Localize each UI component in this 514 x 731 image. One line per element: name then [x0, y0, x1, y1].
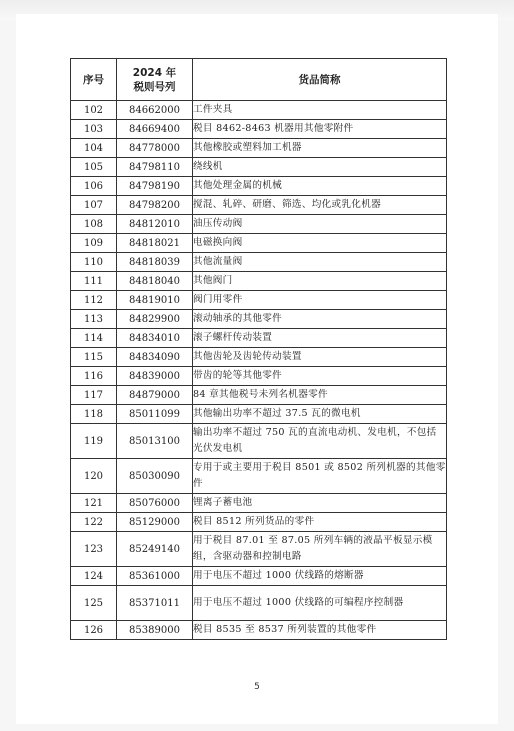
row-serial: 117: [71, 386, 117, 405]
row-serial: 122: [71, 513, 117, 532]
row-tariff-code: 84834010: [117, 329, 193, 348]
row-goods-name: 滚动轴承的其他零件: [193, 310, 447, 329]
table-row: [71, 291, 447, 310]
table-row: [71, 329, 447, 348]
row-goods-name: 油压传动阀: [193, 215, 447, 234]
row-serial: 115: [71, 348, 117, 367]
header-tariff-code-line1: 2024 年: [132, 66, 177, 79]
row-serial: 108: [71, 215, 117, 234]
row-tariff-code: 85371011: [117, 586, 193, 621]
row-tariff-code: 84818039: [117, 253, 193, 272]
row-tariff-code: 84778000: [117, 139, 193, 158]
table-row: [71, 234, 447, 253]
row-serial: 119: [71, 424, 117, 459]
row-tariff-code: 85249140: [117, 532, 193, 567]
row-tariff-code: 85129000: [117, 513, 193, 532]
row-goods-name: 电磁换向阀: [193, 234, 447, 253]
row-tariff-code: 84834090: [117, 348, 193, 367]
table-header-row: [71, 59, 447, 101]
row-serial: 102: [71, 101, 117, 120]
row-serial: 111: [71, 272, 117, 291]
row-goods-name: 阀门用零件: [193, 291, 447, 310]
row-serial: 125: [71, 586, 117, 621]
row-goods-name: 滚子螺杆传动装置: [193, 329, 447, 348]
row-tariff-code: 85011099: [117, 405, 193, 424]
table-row: [71, 120, 447, 139]
row-tariff-code: 84829900: [117, 310, 193, 329]
table-row: [71, 253, 447, 272]
row-serial: 103: [71, 120, 117, 139]
row-goods-name: 其他输出功率不超过 37.5 瓦的微电机: [193, 405, 447, 424]
table-row: [71, 139, 447, 158]
row-goods-name: 工件夹具: [193, 101, 447, 120]
table-row: [71, 101, 447, 120]
row-tariff-code: 84798200: [117, 196, 193, 215]
row-serial: 126: [71, 621, 117, 640]
row-serial: 110: [71, 253, 117, 272]
row-serial: 113: [71, 310, 117, 329]
table-row: [71, 459, 447, 494]
table-row: [71, 494, 447, 513]
table-row: [71, 405, 447, 424]
row-serial: 118: [71, 405, 117, 424]
row-goods-name: 输出功率不超过 750 瓦的直流电动机、发电机，不包括光伏发电机: [193, 424, 447, 459]
row-tariff-code: 85076000: [117, 494, 193, 513]
row-goods-name: 税目 8535 至 8537 所列装置的其他零件: [193, 621, 447, 640]
table-row: [71, 367, 447, 386]
row-serial: 105: [71, 158, 117, 177]
header-goods-name: 货品简称: [193, 59, 447, 101]
row-serial: 107: [71, 196, 117, 215]
row-tariff-code: 84662000: [117, 101, 193, 120]
row-goods-name: 用于电压不超过 1000 伏线路的可编程序控制器: [193, 586, 447, 621]
table-row: [71, 513, 447, 532]
row-tariff-code: 85389000: [117, 621, 193, 640]
row-goods-name: 专用于或主要用于税目 8501 或 8502 所列机器的其他零件: [193, 459, 447, 494]
row-tariff-code: 84812010: [117, 215, 193, 234]
row-goods-name: 用于电压不超过 1000 伏线路的熔断器: [193, 567, 447, 586]
page-number: 5: [254, 682, 260, 692]
table-row: [71, 386, 447, 405]
row-tariff-code: 84819010: [117, 291, 193, 310]
row-tariff-code: 84798110: [117, 158, 193, 177]
row-goods-name: 其他处理金属的机械: [193, 177, 447, 196]
table-row: [71, 272, 447, 291]
row-tariff-code: 85361000: [117, 567, 193, 586]
table-row: [71, 215, 447, 234]
row-goods-name: 带齿的轮等其他零件: [193, 367, 447, 386]
table-row: [71, 567, 447, 586]
row-goods-name: 其他阀门: [193, 272, 447, 291]
row-serial: 109: [71, 234, 117, 253]
row-goods-name: 其他流量阀: [193, 253, 447, 272]
row-serial: 116: [71, 367, 117, 386]
row-goods-name: 其他橡胶或塑料加工机器: [193, 139, 447, 158]
row-tariff-code: 85030090: [117, 459, 193, 494]
row-goods-name: 其他齿轮及齿轮传动装置: [193, 348, 447, 367]
header-tariff-code-line2: 税则号列: [133, 80, 176, 93]
row-tariff-code: 85013100: [117, 424, 193, 459]
table-row: [71, 621, 447, 640]
header-serial-number: 序号: [71, 59, 117, 101]
table-row: [71, 348, 447, 367]
table-row: [71, 424, 447, 459]
row-serial: 114: [71, 329, 117, 348]
row-serial: 104: [71, 139, 117, 158]
row-tariff-code: 84818040: [117, 272, 193, 291]
table-row: [71, 177, 447, 196]
row-goods-name: 绕线机: [193, 158, 447, 177]
row-serial: 121: [71, 494, 117, 513]
row-serial: 106: [71, 177, 117, 196]
table-body: [71, 101, 447, 640]
tariff-table: [70, 58, 447, 640]
row-goods-name: 税目 8462-8463 机器用其他零附件: [193, 120, 447, 139]
row-goods-name: 税目 8512 所列货品的零件: [193, 513, 447, 532]
header-tariff-code: [117, 59, 193, 101]
row-goods-name: 84 章其他税号未列名机器零件: [193, 386, 447, 405]
table-row: [71, 586, 447, 621]
row-goods-name: 用于税目 87.01 至 87.05 所列车辆的液晶平板显示模组，含驱动器和控制电路: [193, 532, 447, 567]
table-row: [71, 158, 447, 177]
row-tariff-code: 84879000: [117, 386, 193, 405]
row-tariff-code: 84798190: [117, 177, 193, 196]
row-tariff-code: 84839000: [117, 367, 193, 386]
row-tariff-code: 84669400: [117, 120, 193, 139]
row-serial: 124: [71, 567, 117, 586]
row-goods-name: 锂离子蓄电池: [193, 494, 447, 513]
table-row: [71, 310, 447, 329]
table-row: [71, 196, 447, 215]
row-serial: 120: [71, 459, 117, 494]
row-serial: 112: [71, 291, 117, 310]
row-tariff-code: 84818021: [117, 234, 193, 253]
table-row: [71, 532, 447, 567]
row-goods-name: 搅混、轧碎、研磨、筛选、均化或乳化机器: [193, 196, 447, 215]
row-serial: 123: [71, 532, 117, 567]
